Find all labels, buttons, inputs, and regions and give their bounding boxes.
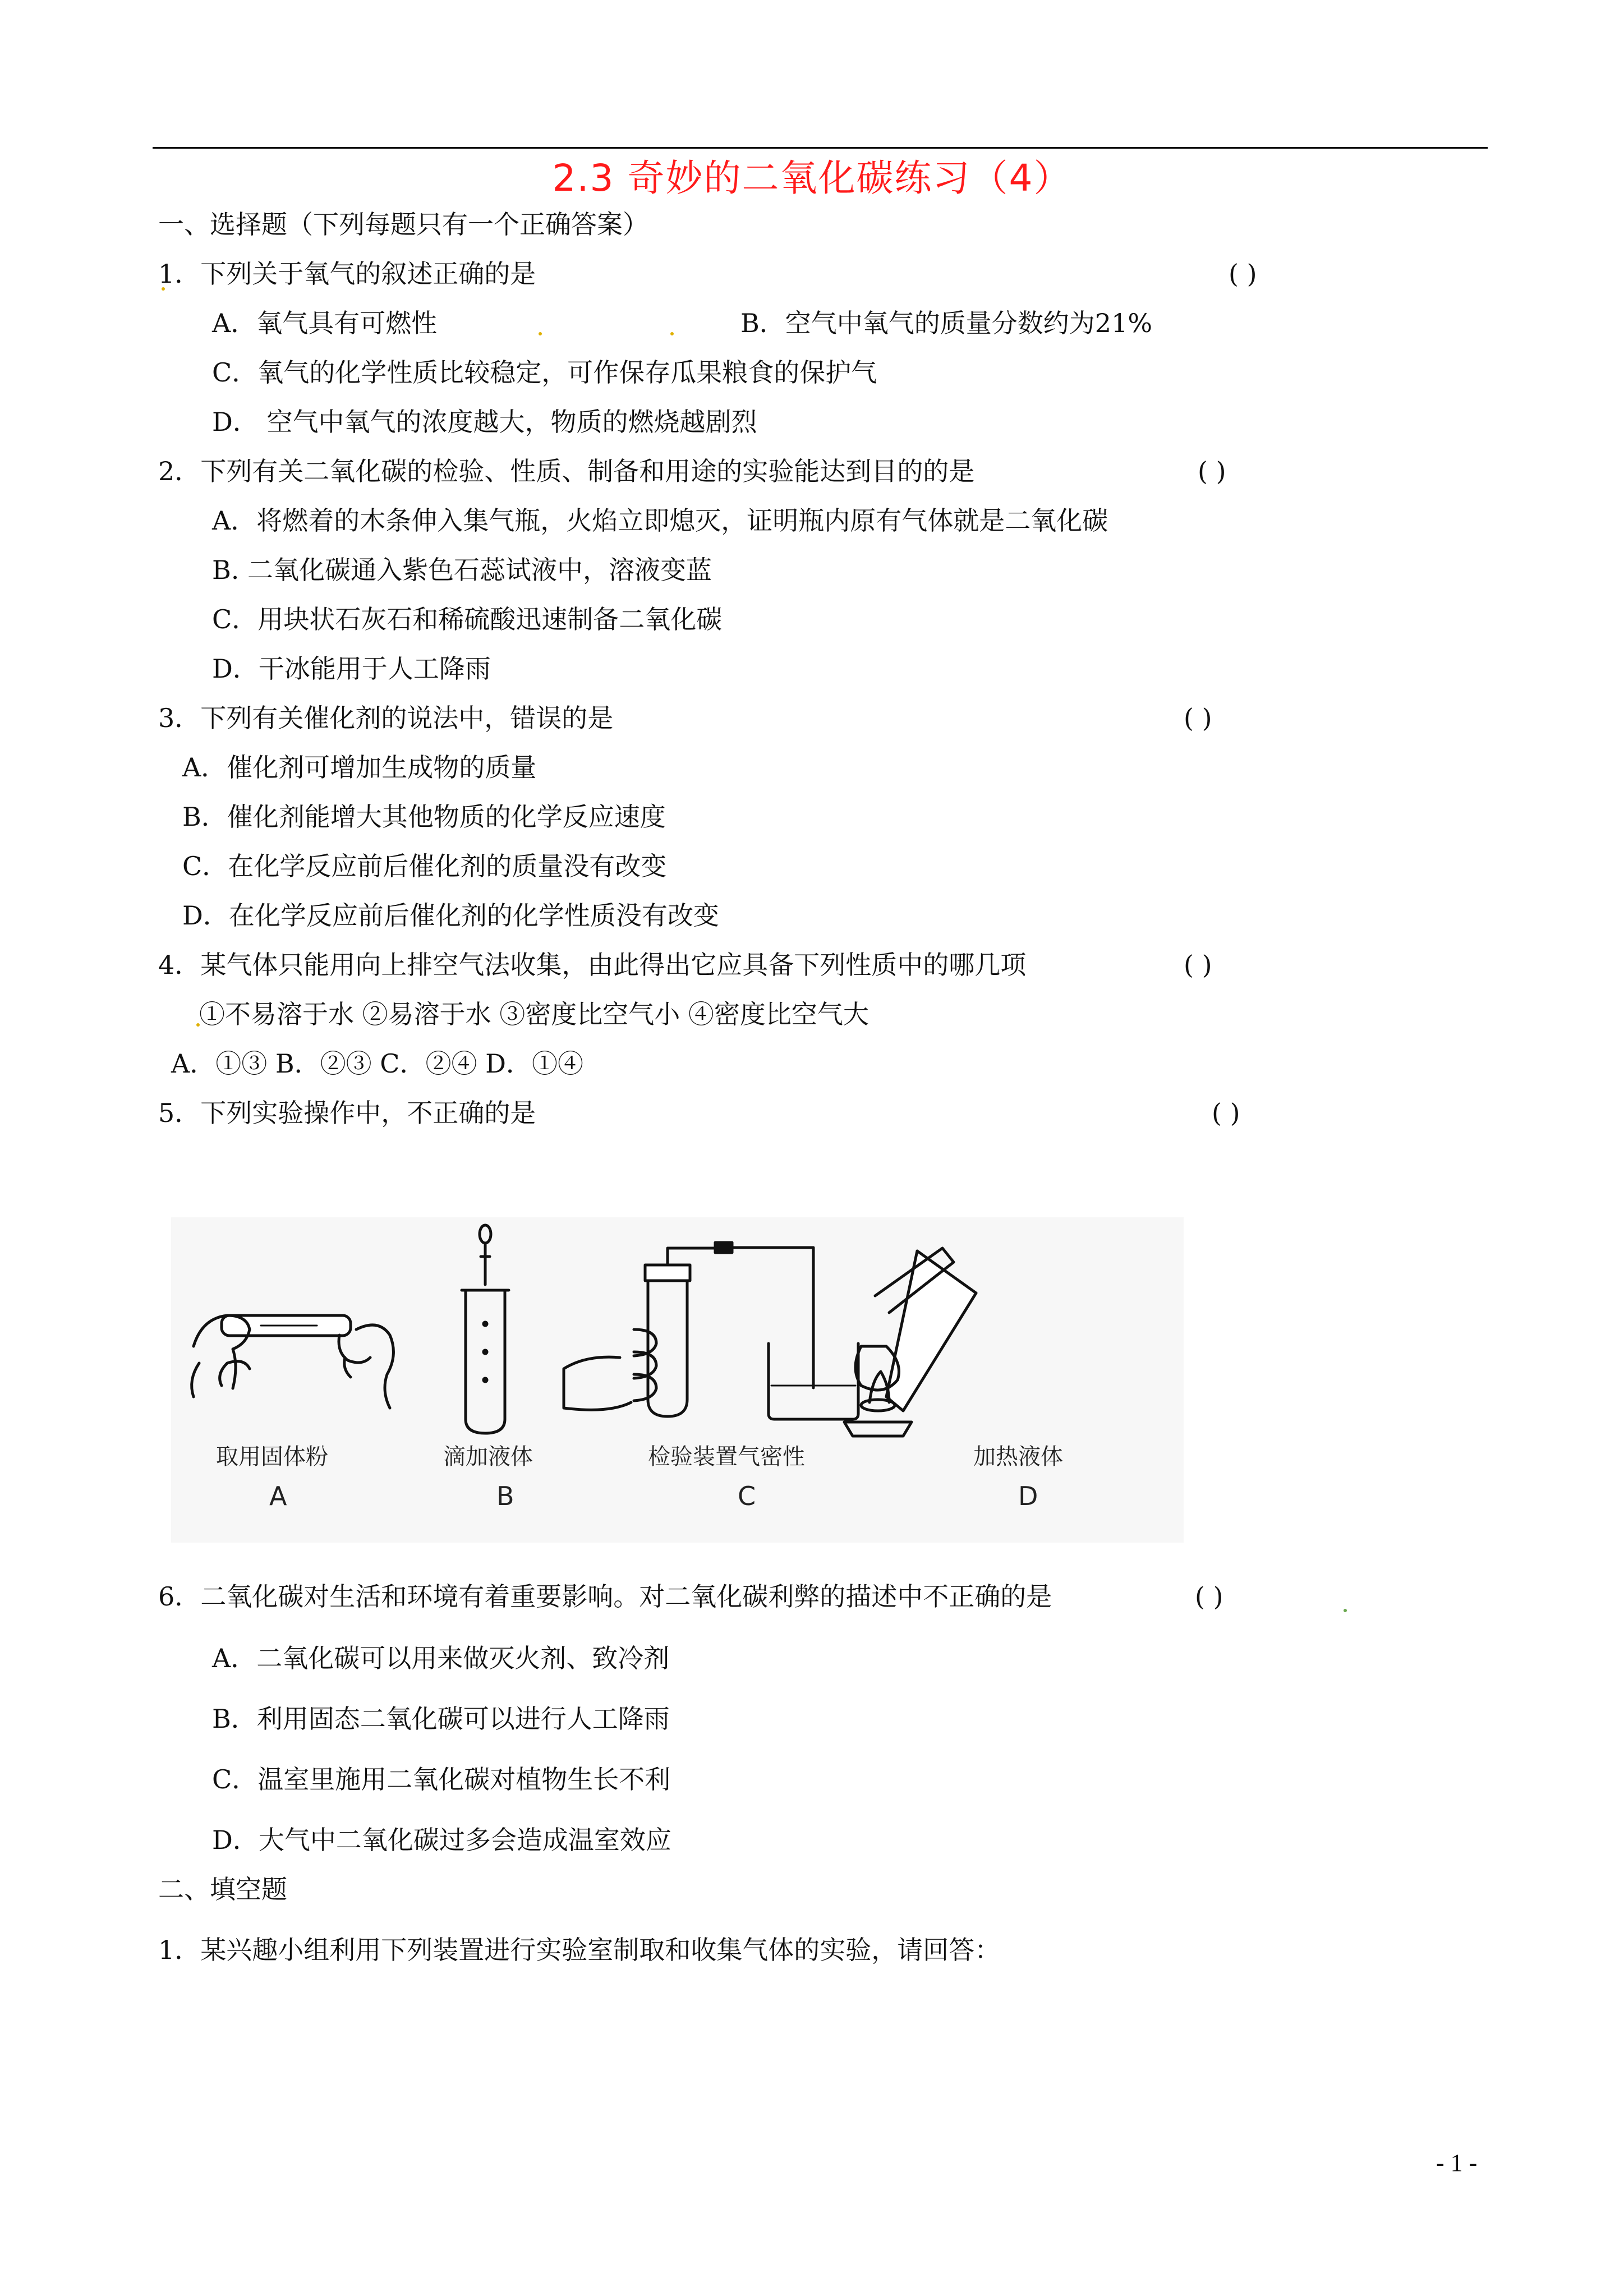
question-2-option-c: C．用块状石灰石和稀硫酸迅速制备二氧化碳 bbox=[212, 604, 723, 634]
figure-letter-c: C bbox=[738, 1481, 756, 1511]
question-1-option-d: D． 空气中氧气的浓度越大，物质的燃烧越剧烈 bbox=[212, 407, 757, 437]
question-6-option-c: C．温室里施用二氧化碳对植物生长不利 bbox=[212, 1764, 671, 1795]
fill-question-1: 1．某兴趣小组利用下列装置进行实验室制取和收集气体的实验，请回答： bbox=[158, 1935, 1001, 1965]
question-3-option-a: A．催化剂可增加生成物的质量 bbox=[182, 752, 537, 783]
stray-dot bbox=[539, 332, 542, 335]
page-title: 2.3 奇妙的二氧化碳练习（4） bbox=[552, 157, 1072, 200]
question-1-option-c: C．氧气的化学性质比较稳定，可作保存瓜果粮食的保护气 bbox=[212, 357, 877, 388]
question-2-option-b: B. 二氧化碳通入紫色石蕊试液中，溶液变蓝 bbox=[212, 555, 712, 585]
question-2-stem: 2．下列有关二氧化碳的检验、性质、制备和用途的实验能达到目的的是 bbox=[158, 456, 975, 486]
question-3-option-c: C．在化学反应前后催化剂的质量没有改变 bbox=[182, 851, 667, 881]
question-6-stem: 6．二氧化碳对生活和环境有着重要影响。对二氧化碳利弊的描述中不正确的是 bbox=[158, 1581, 1052, 1612]
figure-label-c: 检验装置气密性 bbox=[648, 1444, 805, 1470]
question-1-option-b: B．空气中氧气的质量分数约为21% bbox=[740, 308, 1153, 338]
figure-label-a: 取用固体粉 bbox=[216, 1444, 328, 1470]
question-6-option-d: D．大气中二氧化碳过多会造成温室效应 bbox=[212, 1825, 671, 1855]
stray-dot bbox=[670, 332, 674, 335]
question-2-option-d: D．干冰能用于人工降雨 bbox=[212, 654, 491, 684]
figure-letter-a: A bbox=[269, 1481, 287, 1511]
question-4-answer-blank[interactable]: ( ) bbox=[1184, 950, 1212, 980]
figure-letter-d: D bbox=[1018, 1481, 1038, 1511]
section-heading-fill: 二、填空题 bbox=[158, 1874, 287, 1904]
airtightness-apparatus-drawing bbox=[564, 1243, 858, 1419]
question-5-stem: 5．下列实验操作中，不正确的是 bbox=[158, 1098, 536, 1128]
question-5-answer-blank[interactable]: ( ) bbox=[1212, 1098, 1240, 1128]
question-3-option-b: B．催化剂能增大其他物质的化学反应速度 bbox=[182, 802, 666, 832]
question-1-answer-blank[interactable]: ( ) bbox=[1229, 259, 1257, 289]
stray-dot bbox=[1344, 1609, 1347, 1612]
page-number: - 1 - bbox=[1436, 2149, 1478, 2177]
question-4-properties: ①不易溶于水 ②易溶于水 ③密度比空气小 ④密度比空气大 bbox=[199, 999, 869, 1029]
question-3-stem: 3．下列有关催化剂的说法中，错误的是 bbox=[158, 703, 614, 733]
question-6-option-a: A．二氧化碳可以用来做灭火剂、致冷剂 bbox=[212, 1643, 670, 1673]
dropper-and-test-tube-drawing bbox=[462, 1225, 509, 1433]
question-4-stem: 4．某气体只能用向上排空气法收集，由此得出它应具备下列性质中的哪几项 bbox=[158, 950, 1027, 980]
question-3-answer-blank[interactable]: ( ) bbox=[1184, 703, 1212, 733]
header-rule bbox=[153, 147, 1488, 149]
figure-label-b: 滴加液体 bbox=[443, 1444, 533, 1470]
question-2-option-a: A．将燃着的木条伸入集气瓶，火焰立即熄灭，证明瓶内原有气体就是二氧化碳 bbox=[212, 505, 1108, 536]
question-6-option-b: B．利用固态二氧化碳可以进行人工降雨 bbox=[212, 1704, 670, 1734]
question-6-answer-blank[interactable]: ( ) bbox=[1195, 1581, 1223, 1612]
section-heading-choice: 一、选择题（下列每题只有一个正确答案） bbox=[158, 209, 648, 240]
question-2-answer-blank[interactable]: ( ) bbox=[1198, 456, 1226, 486]
figure-label-d: 加热液体 bbox=[973, 1444, 1063, 1470]
question-4-options: A．①③ B．②③ C．②④ D．①④ bbox=[171, 1048, 583, 1079]
question-3-option-d: D．在化学反应前后催化剂的化学性质没有改变 bbox=[182, 900, 719, 931]
question-1-stem: 1．下列关于氧气的叙述正确的是 bbox=[158, 259, 536, 289]
heating-test-tube-drawing bbox=[844, 1248, 976, 1436]
figure-letter-b: B bbox=[496, 1481, 514, 1511]
question-1-option-a: A．氧气具有可燃性 bbox=[212, 308, 438, 338]
hands-holding-test-tube-drawing bbox=[192, 1315, 394, 1408]
experiment-figure bbox=[171, 1217, 1184, 1543]
